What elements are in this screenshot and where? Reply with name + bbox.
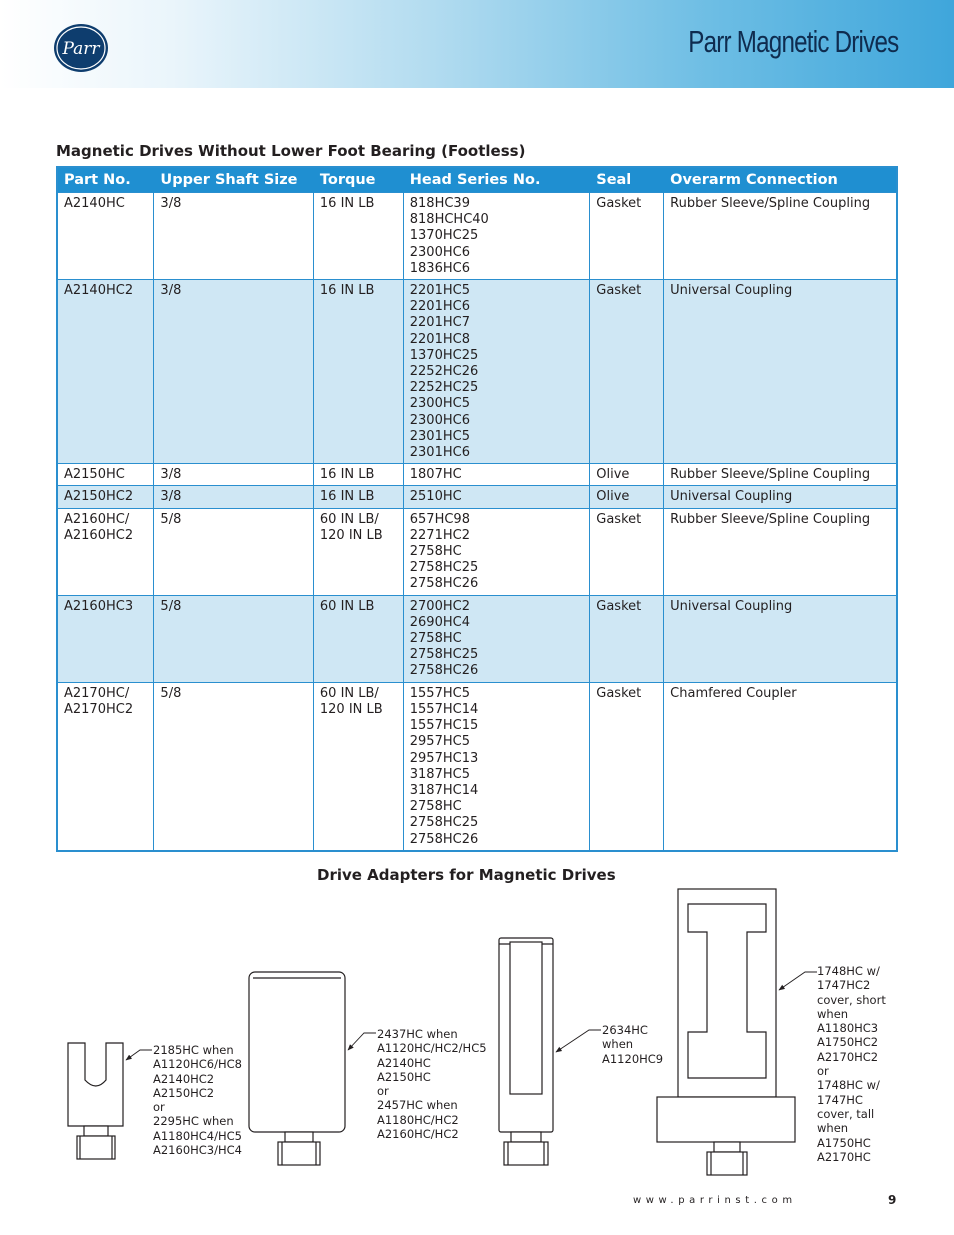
svg-text:Parr: Parr xyxy=(62,39,100,59)
seal-cell: Gasket xyxy=(590,508,664,595)
table-title: Magnetic Drives Without Lower Foot Bearing (Footless) xyxy=(56,142,526,160)
page-header xyxy=(0,0,954,88)
overarm-cell: Rubber Sleeve/Spline Coupling xyxy=(664,193,897,280)
torque-cell: 60 IN LB/ 120 IN LB xyxy=(313,682,403,851)
adapter-2185hc-drawing xyxy=(68,1043,123,1159)
head-series-cell: 657HC98 2271HC2 2758HC 2758HC25 2758HC26 xyxy=(403,508,589,595)
overarm-cell: Rubber Sleeve/Spline Coupling xyxy=(664,508,897,595)
adapter-caption-2437hc: 2437HC when A1120HC/HC2/HC5 A2140HC A2150HC or 2457HC when A1180HC/HC2 A2160HC/HC2 xyxy=(377,1027,487,1142)
column-header: Seal xyxy=(590,167,664,193)
column-header: Head Series No. xyxy=(403,167,589,193)
seal-cell: Olive xyxy=(590,486,664,508)
table-row xyxy=(57,595,897,682)
overarm-cell: Universal Coupling xyxy=(664,486,897,508)
table-row xyxy=(57,464,897,486)
adapter-caption-1748hc: 1748HC w/ 1747HC2 cover, short when A1180HC3 A1750HC2 A2170HC2 or 1748HC w/ 1747HC cover, tall when A1750HC A2170HC xyxy=(817,964,886,1164)
table-row xyxy=(57,280,897,464)
torque-cell: 16 IN LB xyxy=(313,464,403,486)
table-row xyxy=(57,486,897,508)
part-number-cell: A2140HC2 xyxy=(57,280,154,464)
column-header: Overarm Connection xyxy=(664,167,897,193)
head-series-cell: 1807HC xyxy=(403,464,589,486)
overarm-cell: Universal Coupling xyxy=(664,280,897,464)
overarm-cell: Rubber Sleeve/Spline Coupling xyxy=(664,464,897,486)
seal-cell: Gasket xyxy=(590,595,664,682)
shaft-size-cell: 3/8 xyxy=(154,280,313,464)
head-series-cell: 1557HC5 1557HC14 1557HC15 2957HC5 2957HC13 3187HC5 3187HC14 2758HC 2758HC25 2758HC26 xyxy=(403,682,589,851)
overarm-cell: Chamfered Coupler xyxy=(664,682,897,851)
overarm-cell: Universal Coupling xyxy=(664,595,897,682)
column-header: Upper Shaft Size xyxy=(154,167,313,193)
column-header: Torque xyxy=(313,167,403,193)
adapter-2634hc-drawing xyxy=(499,938,553,1165)
table-header-row xyxy=(57,167,897,193)
torque-cell: 16 IN LB xyxy=(313,193,403,280)
shaft-size-cell: 3/8 xyxy=(154,193,313,280)
shaft-size-cell: 5/8 xyxy=(154,595,313,682)
column-header: Part No. xyxy=(57,167,154,193)
shaft-size-cell: 5/8 xyxy=(154,508,313,595)
adapter-caption-2634hc: 2634HC when A1120HC9 xyxy=(602,1023,664,1066)
parr-logo-icon xyxy=(53,23,109,73)
shaft-size-cell: 5/8 xyxy=(154,682,313,851)
part-number-cell: A2170HC/ A2170HC2 xyxy=(57,682,154,851)
part-number-cell: A2140HC xyxy=(57,193,154,280)
torque-cell: 60 IN LB xyxy=(313,595,403,682)
seal-cell: Gasket xyxy=(590,280,664,464)
page-title: Parr Magnetic Drives xyxy=(687,24,898,59)
torque-cell: 16 IN LB xyxy=(313,280,403,464)
part-number-cell: A2160HC/ A2160HC2 xyxy=(57,508,154,595)
shaft-size-cell: 3/8 xyxy=(154,486,313,508)
seal-cell: Gasket xyxy=(590,193,664,280)
footer-url: www.parrinst.com xyxy=(633,1195,797,1206)
torque-cell: 60 IN LB/ 120 IN LB xyxy=(313,508,403,595)
seal-cell: Olive xyxy=(590,464,664,486)
torque-cell: 16 IN LB xyxy=(313,486,403,508)
page-number: 9 xyxy=(888,1193,897,1207)
table-row xyxy=(57,508,897,595)
adapter-1748hc-drawing xyxy=(657,889,795,1175)
head-series-cell: 2700HC2 2690HC4 2758HC 2758HC25 2758HC26 xyxy=(403,595,589,682)
adapter-caption-2185hc: 2185HC when A1120HC6/HC8 A2140HC2 A2150HC2 or 2295HC when A1180HC4/HC5 A2160HC3/HC4 xyxy=(153,1043,242,1158)
part-number-cell: A2150HC2 xyxy=(57,486,154,508)
seal-cell: Gasket xyxy=(590,682,664,851)
part-number-cell: A2150HC xyxy=(57,464,154,486)
table-row xyxy=(57,193,897,280)
shaft-size-cell: 3/8 xyxy=(154,464,313,486)
head-series-cell: 2201HC5 2201HC6 2201HC7 2201HC8 1370HC25 2252HC26 2252HC25 2300HC5 2300HC6 2301HC5 2301HC6 xyxy=(403,280,589,464)
magnetic-drives-table xyxy=(56,166,898,852)
head-series-cell: 2510HC xyxy=(403,486,589,508)
table-row xyxy=(57,682,897,851)
adapters-title: Drive Adapters for Magnetic Drives xyxy=(317,866,616,884)
adapter-2437hc-drawing xyxy=(249,972,345,1165)
head-series-cell: 818HC39 818HCHC40 1370HC25 2300HC6 1836HC6 xyxy=(403,193,589,280)
part-number-cell: A2160HC3 xyxy=(57,595,154,682)
